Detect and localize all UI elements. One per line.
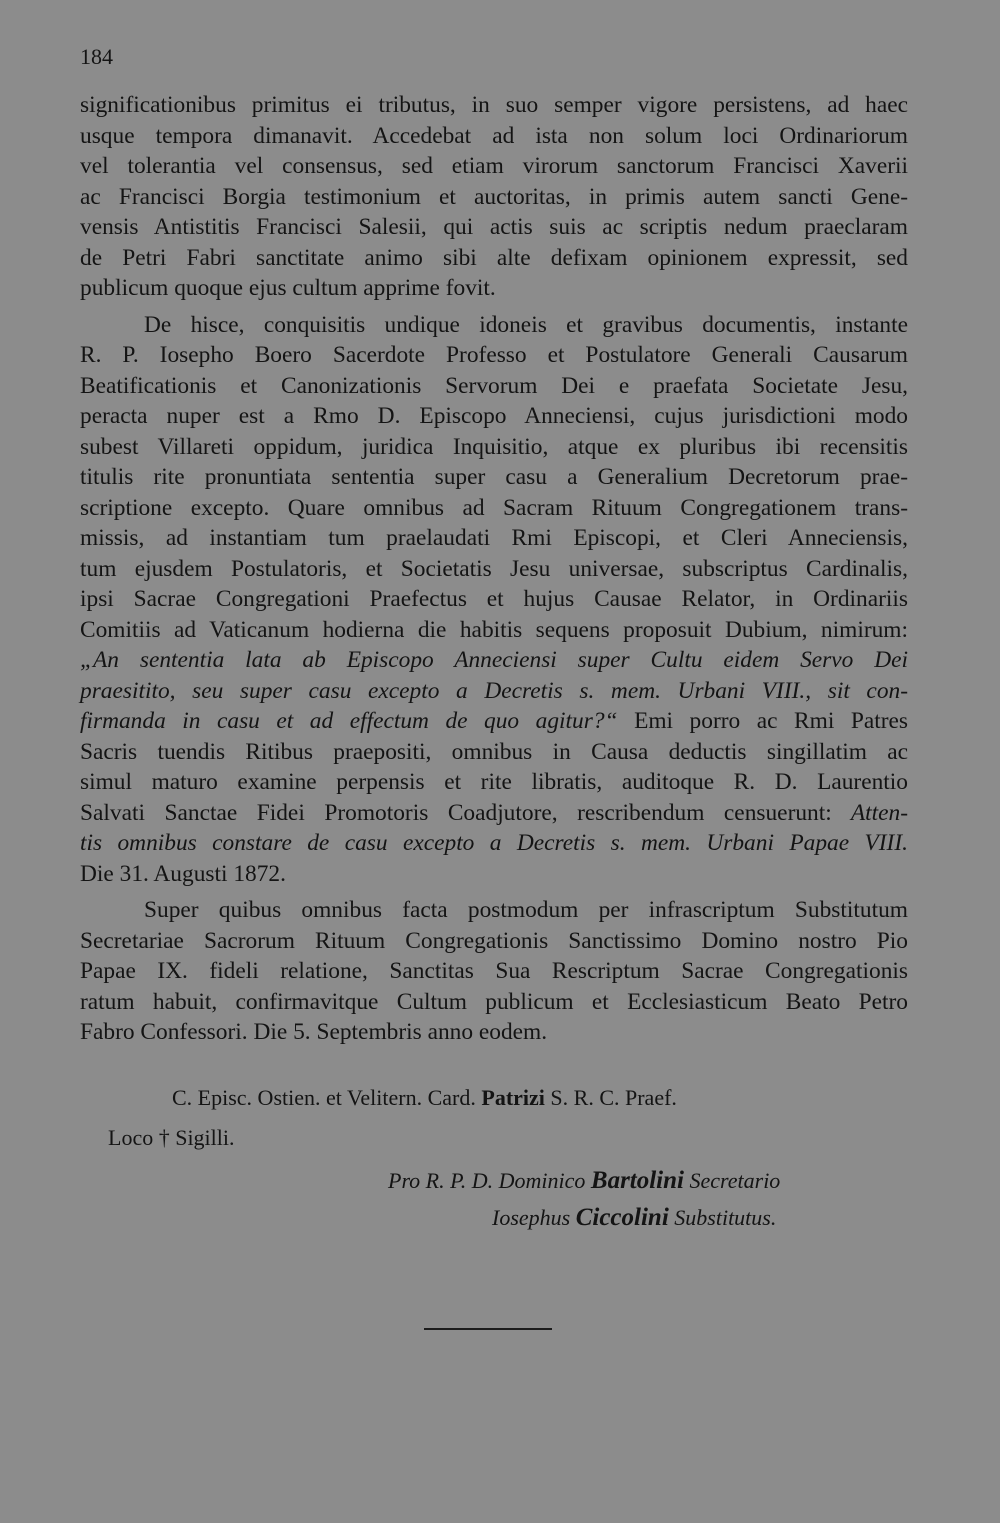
text-line: publicum quoque ejus cultum apprime fovit. [80, 275, 496, 301]
text-line: ac Francisci Borgia testimonium et auctoritas, in primis autem sancti Gene- [80, 183, 908, 210]
text-line: significationibus primitus ei tributus, in suo semper vigore persistens, ad haec [80, 92, 908, 118]
text-line: usque tempora dimanavit. Accedebat ad ista non solum loci Ordinariorum [80, 122, 908, 149]
text-line: tum ejusdem Postulatoris, et Societatis Jesu universae, subscriptus Cardinalis, [80, 555, 908, 582]
text-line: Comitiis ad Vaticanum hodierna die habitis sequens proposuit Dubium, nimirum: [80, 616, 908, 643]
body-text [80, 90, 908, 1048]
text-line: Fabro Confessori. Die 5. Septembris anno eodem. [80, 1019, 548, 1045]
signature-text: Secretario [689, 1168, 781, 1193]
signature-text: Substitutus. [674, 1205, 777, 1230]
signature-name: Bartolini [590, 1167, 684, 1194]
text-line: Beatificationis et Canonizationis Servorum Dei e praefata Societate Jesu, [80, 372, 908, 399]
signature-substitute [492, 1204, 776, 1232]
text-line: R. P. Iosepho Boero Sacerdote Professo et Postulatore Generali Causarum [80, 342, 908, 368]
text-line: Die 31. Augusti 1872. [80, 860, 286, 887]
signature-secretary [388, 1167, 780, 1195]
text-line: ratum habuit, confirmavitque Cultum publicum et Ecclesiasticum Beato Petro [80, 988, 908, 1015]
text-line: vensis Antistitis Francisci Salesii, qui actis suis ac scriptis nedum praeclaram [80, 214, 908, 240]
text-line: Sacris tuendis Ritibus praepositi, omnibus in Causa deductis singillatim ac [80, 738, 908, 765]
text-segment: Salvati Sanctae Fidei Promotoris Coadjutore, rescribendum censuerunt: [80, 799, 832, 826]
text-line: „An sententia lata ab Episcopo Anneciensi super Cultu eidem Servo Dei [80, 647, 908, 673]
text-line: peracta nuper est a Rmo D. Episcopo Anneciensi, cujus jurisdictioni modo [80, 403, 908, 429]
text-line: vel tolerantia vel consensus, sed etiam virorum sanctorum Francisci Xaverii [80, 153, 908, 179]
text-segment: firmanda in casu et ad effectum de quo agitur?“ [80, 708, 618, 734]
signature-text: Pro R. P. D. Dominico [388, 1168, 586, 1193]
text-line: De hisce, conquisitis undique idoneis et gravibus documentis, instante [144, 311, 908, 338]
text-line: ipsi Sacrae Congregationi Praefectus et hujus Causae Relator, in Ordinariis [80, 586, 908, 612]
text-line: Papae IX. fideli relatione, Sanctitas Sua Rescriptum Sacrae Congregationis [80, 958, 908, 984]
text-line: scriptione excepto. Quare omnibus ad Sacram Rituum Congregationem trans- [80, 494, 908, 521]
text-line: Secretariae Sacrorum Rituum Congregationis Sanctissimo Domino nostro Pio [80, 927, 908, 954]
signature-name: Patrizi [481, 1085, 545, 1110]
section-divider [424, 1328, 552, 1330]
signature-text: S. R. C. Praef. [550, 1085, 677, 1110]
seal-place: Loco † Sigilli. [108, 1125, 235, 1150]
text-line: titulis rite pronuntiata sententia super casu a Generalium Decretorum prae- [80, 464, 908, 490]
text-segment: Atten- [831, 799, 908, 826]
text-segment: Emi porro ac Rmi Patres [617, 708, 908, 734]
text-line: Super quibus omnibus facta postmodum per infrascriptum Substitutum [144, 897, 908, 923]
text-line: tis omnibus constare de casu excepto a Decretis s. mem. Urbani Papae VIII. [80, 830, 908, 856]
text-line: missis, ad instantiam tum praelaudati Rmi Episcopi, et Cleri Anneciensis, [80, 525, 908, 551]
text-line: praesitito, seu super casu excepto a Decretis s. mem. Urbani VIII., sit con- [80, 677, 908, 704]
text-line: de Petri Fabri sanctitate animo sibi alte defixam opinionem expressit, sed [80, 244, 908, 271]
page-number: 184 [80, 44, 113, 69]
text-line [80, 798, 908, 829]
signature-cardinal [172, 1085, 677, 1111]
signature-name: Ciccolini [575, 1204, 669, 1231]
text-line [80, 706, 908, 737]
signature-text: C. Episc. Ostien. et Velitern. Card. [172, 1085, 476, 1110]
signature-text: Iosephus [492, 1205, 571, 1230]
text-line: simul maturo examine perpensis et rite libratis, auditoque R. D. Laurentio [80, 769, 908, 795]
text-line: subest Villareti oppidum, juridica Inquisitio, atque ex pluribus ibi recensitis [80, 433, 908, 460]
